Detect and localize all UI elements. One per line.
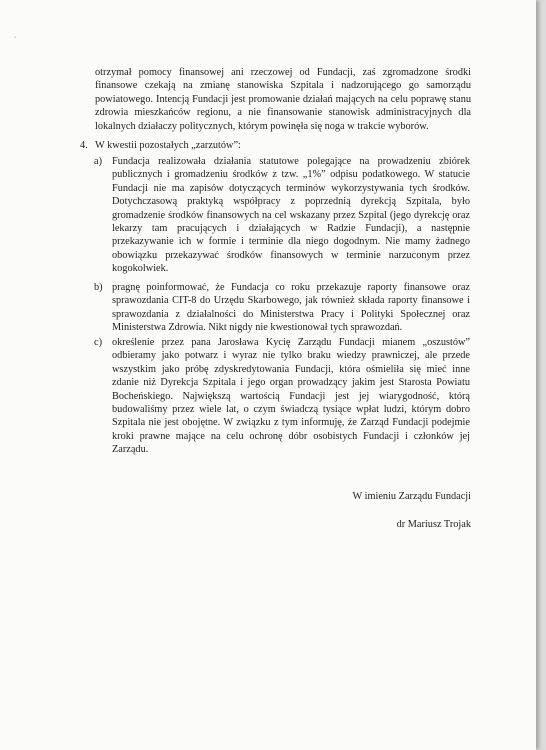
item-4-heading: W kwestii pozostałych „zarzutów”: bbox=[95, 140, 241, 151]
subitem-a-text: Fundacja realizowała działania statutowe polegające na prowadzeniu zbiórek publicznych i gromadzeniu środków z tzw. „1%” odpisu podatkowego. W statucie Fundacji nie ma zapisów dotyczących terminów wykorzystywania tych środków. Dotychczasową praktyką współpracy z poprzednią dyrekcją Szpitala, było gromadzenie środków finansowych na cel wskazany przez Szpital (jego dyrekcję oraz lekarzy tam pracujących i działających w Radzie Fundacji), a następnie przekazywanie ich w formie i terminie dla niego dogodnym. Nie mamy żadnego obowiązku przekazywać środków finansowych w terminie narzuconym przez kogokolwiek. bbox=[112, 156, 470, 275]
signature-name: dr Mariusz Trojak bbox=[396, 519, 471, 530]
subitem-b-text: pragnę poinformować, że Fundacja co roku przekazuje raporty finansowe oraz sprawozdania CIT-8 do Urzędu Skarbowego, jak również składa raporty finansowe i sprawozdania z działalności do Ministerstwa Pracy i Polityki Społecznej oraz Ministerstwa Zdrowia. Nikt nigdy nie kwestionował tych sprawozdań. bbox=[112, 282, 470, 334]
subitem-b-letter: b) bbox=[94, 282, 103, 293]
intro-paragraph: otrzymał pomocy finansowej ani rzeczowej od Fundacji, zaś zgromadzone środki finansowe czekają na zmianę stanowiska Szpitala i nadzorującego go samorządu powiatowego. Intencją Fundacji jest promowanie działań mających na celu poprawę stanu zdrowia mieszkańców regionu, a nie finansowanie stanowisk administracyjnych dla lokalnych działaczy politycznych, którym powinęła się noga w trakcie wyborów. bbox=[95, 67, 471, 132]
subitem-a-letter: a) bbox=[94, 156, 102, 167]
item-4-number: 4. bbox=[80, 140, 88, 151]
corner-mark: ‘ bbox=[14, 35, 17, 43]
signature-on-behalf: W imieniu Zarządu Fundacji bbox=[352, 491, 471, 502]
subitem-c-letter: c) bbox=[94, 337, 102, 348]
subitem-c-text: określenie przez pana Jarosława Kycię Zarządu Fundacji mianem „oszustów” odbieramy jako potwarz i wyraz nie tylko braku wiedzy prawniczej, ale przede wszystkim jako próbę zdyskredytowania Fundacji, która ośmieliła się mieć inne zdanie niż Dyrekcja Szpitala i jego organ prowadzący jakim jest Starosta Powiatu Bocheńskiego. Największą wartością Fundacji jest jej wiarygodność, którą budowaliśmy przez wiele lat, o czym świadczą tysiące wpłat ludzi, którym dobro Szpitala nie jest obojętne. W związku z tym informuję, że Zarząd Fundacji podejmie kroki prawne mające na celu ochronę dóbr osobistych Fundacji i członków jej Zarządu. bbox=[112, 337, 470, 456]
